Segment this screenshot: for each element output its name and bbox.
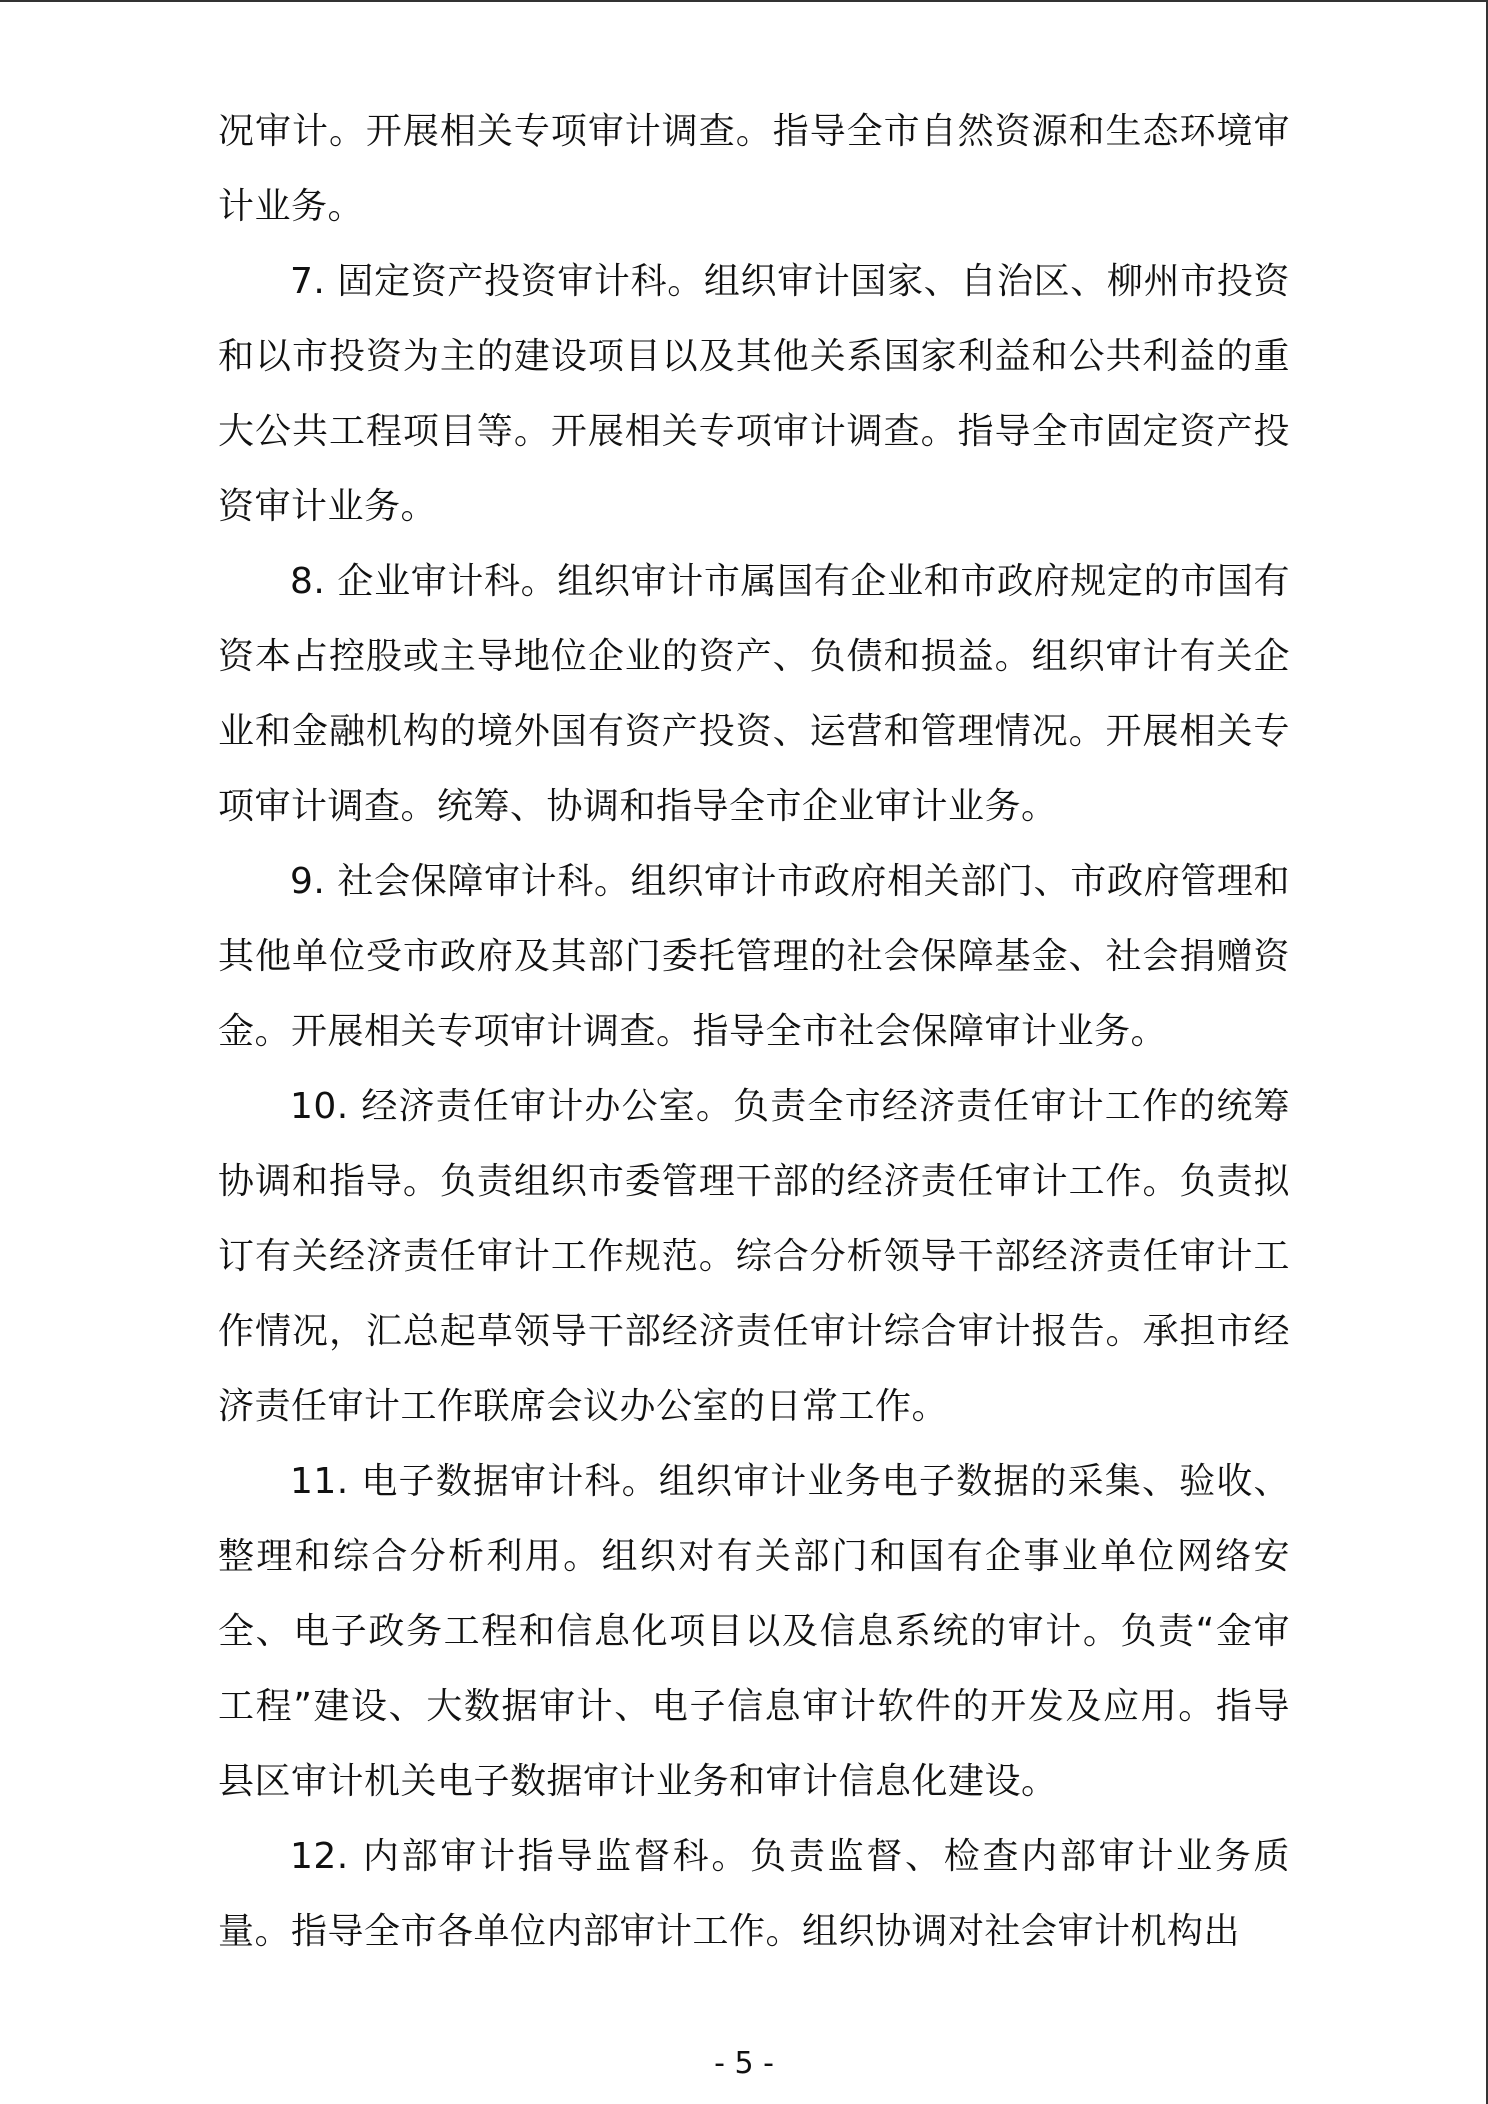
document-body	[218, 94, 1290, 1969]
paragraph-item-10: 10. 经济责任审计办公室。负责全市经济责任审计工作的统筹协调和指导。负责组织市委管理干部的经济责任审计工作。负责拟订有关经济责任审计工作规范。综合分析领导干部经济责任审计工作情况，汇总起草领导干部经济责任审计综合审计报告。承担市经济责任审计工作联席会议办公室的日常工作。	[218, 1086, 1290, 1427]
page-number: - 5 -	[714, 2046, 774, 2081]
paragraph-item-7: 7. 固定资产投资审计科。组织审计国家、自治区、柳州市投资和以市投资为主的建设项目以及其他关系国家利益和公共利益的重大公共工程项目等。开展相关专项审计调查。指导全市固定资产投资审计业务。	[218, 261, 1290, 527]
paragraph-continuation: 况审计。开展相关专项审计调查。指导全市自然资源和生态环境审计业务。	[218, 111, 1290, 227]
paragraph-item-11: 11. 电子数据审计科。组织审计业务电子数据的采集、验收、整理和综合分析利用。组织对有关部门和国有企事业单位网络安全、电子政务工程和信息化项目以及信息系统的审计。负责“金审工程”建设、大数据审计、电子信息审计软件的开发及应用。指导县区审计机关电子数据审计业务和审计信息化建设。	[218, 1461, 1290, 1802]
paragraph-item-12: 12. 内部审计指导监督科。负责监督、检查内部审计业务质量。指导全市各单位内部审计工作。组织协调对社会审计机构出	[218, 1836, 1290, 1952]
paragraph-item-8: 8. 企业审计科。组织审计市属国有企业和市政府规定的市国有资本占控股或主导地位企业的资产、负债和损益。组织审计有关企业和金融机构的境外国有资产投资、运营和管理情况。开展相关专项审计调查。统筹、协调和指导全市企业审计业务。	[218, 561, 1290, 827]
paragraph-item-9: 9. 社会保障审计科。组织审计市政府相关部门、市政府管理和其他单位受市政府及其部门委托管理的社会保障基金、社会捐赠资金。开展相关专项审计调查。指导全市社会保障审计业务。	[218, 861, 1290, 1052]
